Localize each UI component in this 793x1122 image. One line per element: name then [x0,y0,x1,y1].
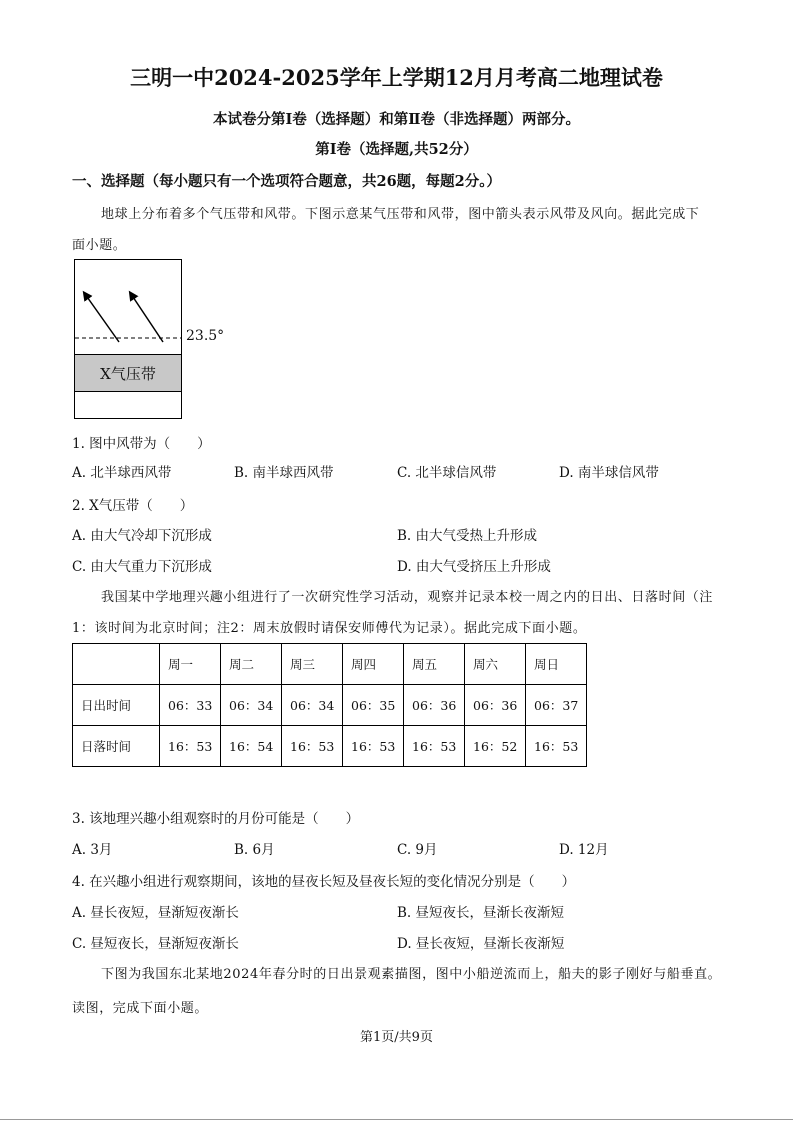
table-cell: 16：53 [526,726,587,767]
intro-paragraph-1-line-2: 面小题。 [72,238,127,253]
section-heading: 一、选择题（每小题只有一个选项符合题意，共26题，每题2分。） [72,173,502,190]
table-cell: 16：52 [465,726,526,767]
table-header-cell: 周四 [343,644,404,685]
q2-option-b: B. 由大气受热上升形成 [397,528,538,544]
q3-option-d: D. 12月 [559,842,609,858]
latitude-label: 23.5° [186,328,225,344]
table-row [73,726,587,767]
intro-paragraph-2-line-1: 我国某中学地理兴趣小组进行了一次研究性学习活动，观察并记录本校一周之内的日出、日落时间（注 [101,590,714,605]
table-cell: 06：36 [404,685,465,726]
intro-paragraph-3-line-2: 读图，完成下面小题。 [72,1001,209,1016]
paper-structure-note: 本试卷分第Ⅰ卷（选择题）和第Ⅱ卷（非选择题）两部分。 [212,111,580,128]
question-2: 2. X气压带（ ） [72,498,194,514]
page-title: 三明一中2024-2025学年上学期12月月考高二地理试卷 [130,65,663,90]
question-1: 1. 图中风带为（ ） [72,436,211,452]
q1-option-a: A. 北半球西风带 [72,465,172,481]
table-header-cell: 周一 [160,644,221,685]
table-cell: 16：54 [221,726,282,767]
table-cell: 06：35 [343,685,404,726]
table-cell: 16：53 [343,726,404,767]
table-header-cell: 周日 [526,644,587,685]
wind-arrows-graphic [75,260,181,418]
wind-arrow-1 [85,294,119,342]
q3-option-c: C. 9月 [397,842,438,858]
q3-option-a: A. 3月 [72,842,113,858]
table-cell: 06：34 [221,685,282,726]
table-cell: 06：34 [282,685,343,726]
part-heading: 第Ⅰ卷（选择题,共52分） [315,141,478,158]
q4-option-d: D. 昼长夜短，昼渐长夜渐短 [397,936,565,952]
pressure-wind-diagram [74,259,182,419]
wind-arrow-2 [131,294,163,342]
pressure-belt-label: X气压带 [100,364,156,383]
table-cell: 16：53 [160,726,221,767]
x-pressure-belt [75,354,181,392]
table-header-cell: 周二 [221,644,282,685]
intro-paragraph-1-line-1: 地球上分布着多个气压带和风带。下图示意某气压带和风带，图中箭头表示风带及风向。据此完成下 [101,207,700,222]
table-header-cell: 周五 [404,644,465,685]
table-row [73,685,587,726]
q2-option-d: D. 由大气受挤压上升形成 [397,559,551,575]
q1-option-b: B. 南半球西风带 [234,465,334,481]
q4-option-c: C. 昼短夜长，昼渐短夜渐长 [72,936,239,952]
table-cell: 06：36 [465,685,526,726]
table-header-row [73,644,587,685]
table-cell: 日落时间 [73,726,160,767]
intro-paragraph-3-line-1: 下图为我国东北某地2024年春分时的日出景观素描图，图中小船逆流而上，船夫的影子刚好与船垂直。 [101,967,722,982]
table-header-cell: 周六 [465,644,526,685]
intro-paragraph-2-line-2: 1：该时间为北京时间；注2：周末放假时请保安师傅代为记录）。据此完成下面小题。 [72,621,587,636]
table-cell: 16：53 [282,726,343,767]
table-cell: 日出时间 [73,685,160,726]
table-header-cell: 周三 [282,644,343,685]
q4-option-a: A. 昼长夜短，昼渐短夜渐长 [72,905,239,921]
q3-option-b: B. 6月 [234,842,275,858]
question-3: 3. 该地理兴趣小组观察时的月份可能是（ ） [72,811,360,827]
q4-option-b: B. 昼短夜长，昼渐长夜渐短 [397,905,565,921]
page-number: 第1页/共9页 [360,1030,433,1045]
table-cell: 16：53 [404,726,465,767]
page-bottom-rule [0,1119,793,1120]
table-cell: 06：33 [160,685,221,726]
q1-option-c: C. 北半球信风带 [397,465,497,481]
table-cell: 06：37 [526,685,587,726]
sunrise-sunset-table [72,643,587,767]
q1-option-d: D. 南半球信风带 [559,465,659,481]
table-header-cell [73,644,160,685]
q2-option-c: C. 由大气重力下沉形成 [72,559,212,575]
question-4: 4. 在兴趣小组进行观察期间，该地的昼夜长短及昼夜长短的变化情况分别是（ ） [72,874,576,890]
q2-option-a: A. 由大气冷却下沉形成 [72,528,212,544]
